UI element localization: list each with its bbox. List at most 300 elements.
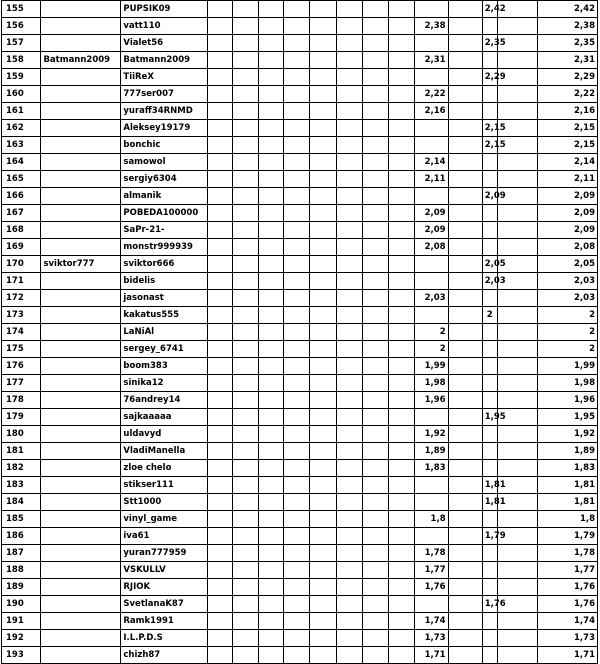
total-cell: 2,03: [538, 290, 598, 307]
rank-cell: 193: [2, 647, 41, 664]
empty-cell: [363, 35, 389, 52]
rank-cell: 160: [2, 86, 41, 103]
score-b-cell: [482, 52, 497, 69]
table-row: [2, 171, 598, 188]
total-cell: 1,81: [538, 494, 598, 511]
empty-cell: [284, 409, 310, 426]
table-row: [2, 375, 598, 392]
empty-cell: [207, 154, 233, 171]
empty-cell: [336, 222, 363, 239]
empty-cell: [284, 579, 310, 596]
empty-cell: [448, 188, 482, 205]
score-a-cell: 2,16: [414, 103, 448, 120]
score-a-cell: 1,89: [414, 443, 448, 460]
alias-cell: [41, 222, 121, 239]
empty-cell: [284, 324, 310, 341]
empty-cell: [497, 511, 538, 528]
empty-cell: [233, 647, 259, 664]
empty-cell: [497, 341, 538, 358]
empty-cell: [448, 290, 482, 307]
score-a-cell: [414, 273, 448, 290]
empty-cell: [207, 596, 233, 613]
score-a-cell: 1,83: [414, 460, 448, 477]
empty-cell: [388, 222, 414, 239]
alias-cell: [41, 613, 121, 630]
score-b-cell: [482, 647, 497, 664]
total-cell: 1,8: [538, 511, 598, 528]
score-a-cell: [414, 35, 448, 52]
total-cell: 2,29: [538, 69, 598, 86]
score-a-cell: 1,98: [414, 375, 448, 392]
alias-cell: [41, 443, 121, 460]
score-a-cell: 1,76: [414, 579, 448, 596]
empty-cell: [336, 426, 363, 443]
empty-cell: [336, 613, 363, 630]
table-row: [2, 273, 598, 290]
empty-cell: [207, 290, 233, 307]
score-a-cell: 1,77: [414, 562, 448, 579]
empty-cell: [497, 443, 538, 460]
empty-cell: [207, 460, 233, 477]
score-b-cell: [482, 375, 497, 392]
empty-cell: [336, 409, 363, 426]
empty-cell: [448, 494, 482, 511]
empty-cell: [310, 426, 337, 443]
empty-cell: [497, 647, 538, 664]
empty-cell: [363, 613, 389, 630]
empty-cell: [363, 528, 389, 545]
nickname-cell: VladiManella: [121, 443, 207, 460]
empty-cell: [284, 494, 310, 511]
empty-cell: [233, 52, 259, 69]
empty-cell: [284, 154, 310, 171]
empty-cell: [388, 171, 414, 188]
empty-cell: [233, 579, 259, 596]
rank-cell: 179: [2, 409, 41, 426]
empty-cell: [258, 443, 284, 460]
empty-cell: [207, 120, 233, 137]
table-row: [2, 341, 598, 358]
empty-cell: [448, 341, 482, 358]
empty-cell: [363, 477, 389, 494]
empty-cell: [233, 494, 259, 511]
empty-cell: [233, 443, 259, 460]
alias-cell: [41, 392, 121, 409]
empty-cell: [448, 324, 482, 341]
empty-cell: [336, 477, 363, 494]
nickname-cell: I.L.P.D.S: [121, 630, 207, 647]
alias-cell: [41, 511, 121, 528]
score-a-cell: 1,96: [414, 392, 448, 409]
score-a-cell: 2: [414, 341, 448, 358]
table-row: [2, 120, 598, 137]
alias-cell: [41, 375, 121, 392]
total-cell: 1,89: [538, 443, 598, 460]
alias-cell: [41, 18, 121, 35]
total-cell: 1,92: [538, 426, 598, 443]
empty-cell: [284, 120, 310, 137]
total-cell: 2,42: [538, 1, 598, 18]
score-b-cell: [482, 103, 497, 120]
empty-cell: [388, 647, 414, 664]
empty-cell: [233, 137, 259, 154]
empty-cell: [284, 460, 310, 477]
total-cell: 1,73: [538, 630, 598, 647]
empty-cell: [233, 460, 259, 477]
empty-cell: [207, 256, 233, 273]
empty-cell: [233, 205, 259, 222]
total-cell: 2,16: [538, 103, 598, 120]
empty-cell: [448, 18, 482, 35]
empty-cell: [284, 222, 310, 239]
nickname-cell: RJIOK: [121, 579, 207, 596]
empty-cell: [258, 341, 284, 358]
empty-cell: [448, 647, 482, 664]
empty-cell: [448, 103, 482, 120]
empty-cell: [310, 307, 337, 324]
empty-cell: [336, 154, 363, 171]
empty-cell: [310, 375, 337, 392]
score-a-cell: 1,78: [414, 545, 448, 562]
total-cell: 2,09: [538, 188, 598, 205]
alias-cell: [41, 69, 121, 86]
empty-cell: [336, 290, 363, 307]
empty-cell: [233, 35, 259, 52]
score-a-cell: [414, 494, 448, 511]
score-b-cell: [482, 460, 497, 477]
empty-cell: [310, 358, 337, 375]
nickname-cell: sinika12: [121, 375, 207, 392]
empty-cell: [388, 358, 414, 375]
table-row: [2, 443, 598, 460]
empty-cell: [388, 290, 414, 307]
empty-cell: [207, 545, 233, 562]
empty-cell: [310, 630, 337, 647]
alias-cell: [41, 647, 121, 664]
table-row: [2, 239, 598, 256]
empty-cell: [258, 222, 284, 239]
empty-cell: [284, 358, 310, 375]
score-a-cell: 2,14: [414, 154, 448, 171]
score-a-cell: [414, 477, 448, 494]
rank-cell: 169: [2, 239, 41, 256]
score-b-cell: [482, 545, 497, 562]
empty-cell: [448, 392, 482, 409]
nickname-cell: SvetlanaK87: [121, 596, 207, 613]
empty-cell: [336, 443, 363, 460]
empty-cell: [310, 409, 337, 426]
empty-cell: [258, 52, 284, 69]
empty-cell: [448, 205, 482, 222]
score-b-cell: 2,09: [482, 188, 497, 205]
empty-cell: [388, 239, 414, 256]
empty-cell: [363, 154, 389, 171]
empty-cell: [388, 630, 414, 647]
empty-cell: [336, 647, 363, 664]
rank-cell: 178: [2, 392, 41, 409]
empty-cell: [448, 69, 482, 86]
nickname-cell: iva61: [121, 528, 207, 545]
empty-cell: [448, 375, 482, 392]
empty-cell: [363, 103, 389, 120]
empty-cell: [310, 18, 337, 35]
empty-cell: [448, 630, 482, 647]
empty-cell: [284, 205, 310, 222]
empty-cell: [363, 69, 389, 86]
table-row: [2, 256, 598, 273]
alias-cell: [41, 460, 121, 477]
table-body: [2, 1, 598, 664]
empty-cell: [336, 511, 363, 528]
score-a-cell: 2,31: [414, 52, 448, 69]
rank-cell: 184: [2, 494, 41, 511]
empty-cell: [363, 460, 389, 477]
empty-cell: [336, 171, 363, 188]
empty-cell: [388, 120, 414, 137]
empty-cell: [363, 205, 389, 222]
empty-cell: [207, 494, 233, 511]
score-a-cell: 2: [414, 324, 448, 341]
empty-cell: [388, 69, 414, 86]
empty-cell: [388, 426, 414, 443]
empty-cell: [258, 18, 284, 35]
empty-cell: [363, 341, 389, 358]
empty-cell: [233, 188, 259, 205]
empty-cell: [284, 18, 310, 35]
score-b-cell: 1,76: [482, 596, 497, 613]
empty-cell: [258, 188, 284, 205]
empty-cell: [363, 511, 389, 528]
alias-cell: [41, 324, 121, 341]
rank-cell: 163: [2, 137, 41, 154]
nickname-cell: vatt110: [121, 18, 207, 35]
empty-cell: [258, 256, 284, 273]
rank-cell: 191: [2, 613, 41, 630]
empty-cell: [207, 630, 233, 647]
table-row: [2, 511, 598, 528]
empty-cell: [310, 477, 337, 494]
empty-cell: [284, 392, 310, 409]
empty-cell: [207, 613, 233, 630]
empty-cell: [310, 273, 337, 290]
table-row: [2, 69, 598, 86]
rank-cell: 161: [2, 103, 41, 120]
empty-cell: [497, 426, 538, 443]
empty-cell: [388, 341, 414, 358]
empty-cell: [336, 1, 363, 18]
total-cell: 1,95: [538, 409, 598, 426]
empty-cell: [207, 324, 233, 341]
total-cell: 1,81: [538, 477, 598, 494]
empty-cell: [448, 86, 482, 103]
alias-cell: [41, 188, 121, 205]
empty-cell: [388, 409, 414, 426]
alias-cell: [41, 1, 121, 18]
empty-cell: [258, 596, 284, 613]
empty-cell: [233, 120, 259, 137]
empty-cell: [207, 579, 233, 596]
empty-cell: [363, 256, 389, 273]
empty-cell: [448, 120, 482, 137]
nickname-cell: TiiReX: [121, 69, 207, 86]
score-a-cell: [414, 256, 448, 273]
rank-cell: 181: [2, 443, 41, 460]
empty-cell: [207, 392, 233, 409]
empty-cell: [310, 154, 337, 171]
alias-cell: [41, 86, 121, 103]
alias-cell: [41, 273, 121, 290]
alias-cell: [41, 137, 121, 154]
empty-cell: [310, 528, 337, 545]
empty-cell: [284, 52, 310, 69]
empty-cell: [207, 239, 233, 256]
total-cell: 2,31: [538, 52, 598, 69]
empty-cell: [233, 596, 259, 613]
empty-cell: [233, 528, 259, 545]
empty-cell: [258, 647, 284, 664]
rank-cell: 172: [2, 290, 41, 307]
alias-cell: [41, 426, 121, 443]
empty-cell: [310, 647, 337, 664]
total-cell: 1,71: [538, 647, 598, 664]
table-row: [2, 545, 598, 562]
score-a-cell: 1,92: [414, 426, 448, 443]
nickname-cell: bonchic: [121, 137, 207, 154]
empty-cell: [388, 154, 414, 171]
empty-cell: [284, 256, 310, 273]
score-a-cell: 1,74: [414, 613, 448, 630]
empty-cell: [336, 460, 363, 477]
score-b-cell: [482, 341, 497, 358]
empty-cell: [363, 1, 389, 18]
empty-cell: [207, 52, 233, 69]
empty-cell: [363, 596, 389, 613]
empty-cell: [388, 273, 414, 290]
empty-cell: [233, 154, 259, 171]
empty-cell: [207, 18, 233, 35]
score-b-cell: [482, 562, 497, 579]
rank-cell: 174: [2, 324, 41, 341]
empty-cell: [258, 307, 284, 324]
total-cell: 2,35: [538, 35, 598, 52]
score-b-cell: [482, 426, 497, 443]
empty-cell: [388, 477, 414, 494]
empty-cell: [233, 69, 259, 86]
score-b-cell: [482, 579, 497, 596]
empty-cell: [336, 358, 363, 375]
empty-cell: [363, 494, 389, 511]
empty-cell: [388, 375, 414, 392]
empty-cell: [363, 120, 389, 137]
total-cell: 2,22: [538, 86, 598, 103]
empty-cell: [258, 86, 284, 103]
empty-cell: [448, 460, 482, 477]
score-b-cell: 2,15: [482, 120, 497, 137]
empty-cell: [258, 69, 284, 86]
empty-cell: [336, 341, 363, 358]
empty-cell: [448, 545, 482, 562]
empty-cell: [388, 494, 414, 511]
nickname-cell: sergiy6304: [121, 171, 207, 188]
nickname-cell: 76andrey14: [121, 392, 207, 409]
score-b-cell: 2,15: [482, 137, 497, 154]
empty-cell: [310, 222, 337, 239]
total-cell: 2,15: [538, 120, 598, 137]
empty-cell: [233, 324, 259, 341]
empty-cell: [363, 426, 389, 443]
empty-cell: [310, 494, 337, 511]
score-a-cell: 1,71: [414, 647, 448, 664]
empty-cell: [448, 1, 482, 18]
empty-cell: [363, 188, 389, 205]
empty-cell: [363, 307, 389, 324]
empty-cell: [207, 426, 233, 443]
empty-cell: [363, 358, 389, 375]
empty-cell: [258, 358, 284, 375]
score-a-cell: 2,22: [414, 86, 448, 103]
empty-cell: [284, 69, 310, 86]
empty-cell: [448, 137, 482, 154]
empty-cell: [363, 290, 389, 307]
total-cell: 1,74: [538, 613, 598, 630]
nickname-cell: jasonast: [121, 290, 207, 307]
alias-cell: [41, 239, 121, 256]
total-cell: 2: [538, 307, 598, 324]
score-a-cell: [414, 307, 448, 324]
table-row: [2, 52, 598, 69]
empty-cell: [363, 18, 389, 35]
empty-cell: [207, 511, 233, 528]
empty-cell: [207, 188, 233, 205]
empty-cell: [207, 222, 233, 239]
empty-cell: [448, 358, 482, 375]
score-b-cell: 2,35: [482, 35, 497, 52]
empty-cell: [497, 562, 538, 579]
empty-cell: [284, 137, 310, 154]
table-row: [2, 647, 598, 664]
empty-cell: [497, 392, 538, 409]
rank-cell: 166: [2, 188, 41, 205]
empty-cell: [497, 103, 538, 120]
empty-cell: [388, 562, 414, 579]
empty-cell: [448, 171, 482, 188]
empty-cell: [207, 307, 233, 324]
total-cell: 2,11: [538, 171, 598, 188]
empty-cell: [497, 613, 538, 630]
table-row: [2, 579, 598, 596]
nickname-cell: Aleksey19179: [121, 120, 207, 137]
empty-cell: [388, 528, 414, 545]
empty-cell: [336, 579, 363, 596]
empty-cell: [233, 358, 259, 375]
score-b-cell: [482, 239, 497, 256]
empty-cell: [233, 273, 259, 290]
empty-cell: [363, 86, 389, 103]
empty-cell: [207, 137, 233, 154]
empty-cell: [448, 426, 482, 443]
empty-cell: [310, 188, 337, 205]
score-b-cell: [482, 290, 497, 307]
table-row: [2, 477, 598, 494]
empty-cell: [497, 290, 538, 307]
empty-cell: [336, 18, 363, 35]
empty-cell: [233, 222, 259, 239]
score-b-cell: 2,05: [482, 256, 497, 273]
empty-cell: [233, 239, 259, 256]
empty-cell: [258, 154, 284, 171]
empty-cell: [388, 86, 414, 103]
empty-cell: [448, 35, 482, 52]
